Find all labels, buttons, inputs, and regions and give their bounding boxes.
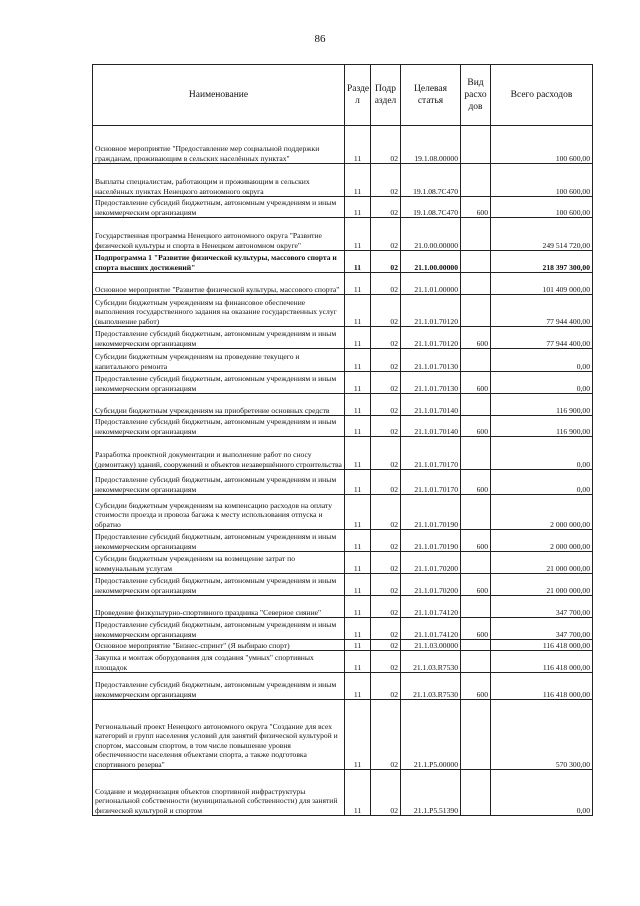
cell-podrazdel: 02 xyxy=(371,327,401,349)
cell-vid xyxy=(461,495,491,530)
cell-total: 218 397 300,00 xyxy=(491,251,593,273)
cell-razdel: 11 xyxy=(345,372,371,394)
cell-target: 21.1.01.00000 xyxy=(401,273,461,295)
table-body xyxy=(93,126,593,816)
cell-vid xyxy=(461,251,491,273)
cell-name: Основное мероприятие "Бизнес-спринт" (Я выбираю спорт) xyxy=(93,640,345,651)
cell-name: Проведение физкультурно-спортивного праздника "Северное сияние" xyxy=(93,596,345,618)
cell-total: 0,00 xyxy=(491,437,593,470)
cell-vid xyxy=(461,437,491,470)
table-row xyxy=(93,640,593,651)
cell-total: 0,00 xyxy=(491,470,593,495)
header-podrazdel: Подр аздел xyxy=(371,65,401,126)
cell-podrazdel: 02 xyxy=(371,651,401,673)
cell-name: Предоставление субсидий бюджетным, автономным учреждениям и иным некоммерческим организациям xyxy=(93,574,345,596)
cell-podrazdel: 02 xyxy=(371,349,401,372)
cell-podrazdel: 02 xyxy=(371,273,401,295)
cell-razdel: 11 xyxy=(345,530,371,552)
cell-razdel: 11 xyxy=(345,327,371,349)
cell-total: 116 418 000,00 xyxy=(491,673,593,700)
cell-vid xyxy=(461,770,491,816)
cell-target: 21.1.03.R7530 xyxy=(401,673,461,700)
cell-target: 21.1.P5.51390 xyxy=(401,770,461,816)
cell-total: 2 000 000,00 xyxy=(491,495,593,530)
header-name: Наименование xyxy=(93,65,345,126)
cell-name: Предоставление субсидий бюджетным, автономным учреждениям и иным некоммерческим организациям xyxy=(93,470,345,495)
cell-target: 21.1.01.70120 xyxy=(401,295,461,327)
cell-total: 101 409 000,00 xyxy=(491,273,593,295)
table-row xyxy=(93,126,593,164)
table-row xyxy=(93,416,593,437)
cell-total: 21 000 000,00 xyxy=(491,552,593,574)
table-row xyxy=(93,327,593,349)
cell-target: 19.1.08.7С470 xyxy=(401,164,461,197)
cell-name: Субсидии бюджетным учреждениям на финансовое обеспечение выполнения государственного задания на оказание государственных услуг (выполнение работ) xyxy=(93,295,345,327)
cell-podrazdel: 02 xyxy=(371,552,401,574)
cell-name: Субсидии бюджетным учреждениям на приобретение основных средств xyxy=(93,394,345,416)
cell-target: 21.1.01.70190 xyxy=(401,495,461,530)
cell-vid xyxy=(461,295,491,327)
table-row xyxy=(93,530,593,552)
cell-vid xyxy=(461,218,491,251)
budget-table xyxy=(92,64,593,816)
cell-total: 116 418 000,00 xyxy=(491,651,593,673)
page-number: 86 xyxy=(314,33,326,45)
cell-total: 116 418 000,00 xyxy=(491,640,593,651)
cell-target: 21.1.01.70170 xyxy=(401,470,461,495)
cell-podrazdel: 02 xyxy=(371,295,401,327)
cell-name: Разработка проектной документации и выполнение работ по сносу (демонтажу) зданий, сооружений и объектов незавершённого строительства xyxy=(93,437,345,470)
cell-name: Субсидии бюджетным учреждениям на проведение текущего и капитального ремонта xyxy=(93,349,345,372)
table-row xyxy=(93,596,593,618)
cell-target: 21.1.01.70190 xyxy=(401,530,461,552)
cell-vid xyxy=(461,126,491,164)
table-row xyxy=(93,394,593,416)
cell-podrazdel: 02 xyxy=(371,770,401,816)
table-row xyxy=(93,349,593,372)
cell-razdel: 11 xyxy=(345,164,371,197)
cell-podrazdel: 02 xyxy=(371,530,401,552)
cell-podrazdel: 02 xyxy=(371,164,401,197)
cell-vid xyxy=(461,164,491,197)
cell-podrazdel: 02 xyxy=(371,596,401,618)
cell-podrazdel: 02 xyxy=(371,574,401,596)
table-row xyxy=(93,651,593,673)
cell-target: 21.1.01.70130 xyxy=(401,349,461,372)
table-row xyxy=(93,700,593,770)
cell-razdel: 11 xyxy=(345,552,371,574)
cell-name: Выплаты специалистам, работающим и проживающим в сельских населённых пунктах Ненецкого автономного округа xyxy=(93,164,345,197)
table-row xyxy=(93,273,593,295)
cell-razdel: 11 xyxy=(345,218,371,251)
cell-name: Предоставление субсидий бюджетным, автономным учреждениям и иным некоммерческим организациям xyxy=(93,372,345,394)
cell-target: 19.1.08.7С470 xyxy=(401,197,461,218)
cell-razdel: 11 xyxy=(345,596,371,618)
cell-name: Создание и модернизация объектов спортивной инфраструктуры региональной собственности (муниципальной собственности) для занятий физической культурой и спортом xyxy=(93,770,345,816)
cell-target: 21.0.00.00000 xyxy=(401,218,461,251)
cell-total: 570 300,00 xyxy=(491,700,593,770)
cell-vid xyxy=(461,640,491,651)
cell-razdel: 11 xyxy=(345,673,371,700)
cell-razdel: 11 xyxy=(345,640,371,651)
table-row xyxy=(93,251,593,273)
cell-razdel: 11 xyxy=(345,770,371,816)
cell-target: 21.1.01.70140 xyxy=(401,416,461,437)
cell-total: 100 600,00 xyxy=(491,197,593,218)
cell-target: 21.1.03.00000 xyxy=(401,640,461,651)
cell-razdel: 11 xyxy=(345,495,371,530)
table-row xyxy=(93,470,593,495)
table-row xyxy=(93,437,593,470)
cell-razdel: 11 xyxy=(345,437,371,470)
cell-vid xyxy=(461,552,491,574)
cell-name: Подпрограмма 1 "Развитие физической культуры, массового спорта и спорта высших достижений" xyxy=(93,251,345,273)
cell-podrazdel: 02 xyxy=(371,673,401,700)
cell-podrazdel: 02 xyxy=(371,618,401,640)
cell-name: Субсидии бюджетным учреждениям на возмещение затрат по коммунальным услугам xyxy=(93,552,345,574)
cell-razdel: 11 xyxy=(345,394,371,416)
cell-total: 100 600,00 xyxy=(491,164,593,197)
cell-podrazdel: 02 xyxy=(371,218,401,251)
cell-target: 21.1.01.74120 xyxy=(401,596,461,618)
cell-total: 21 000 000,00 xyxy=(491,574,593,596)
cell-vid xyxy=(461,700,491,770)
header-total: Всего расходов xyxy=(491,65,593,126)
cell-vid: 600 xyxy=(461,574,491,596)
cell-total: 347 700,00 xyxy=(491,596,593,618)
cell-vid: 600 xyxy=(461,372,491,394)
table-row xyxy=(93,552,593,574)
header-target: Целевая статья xyxy=(401,65,461,126)
header-razdel: Разде л xyxy=(345,65,371,126)
cell-podrazdel: 02 xyxy=(371,197,401,218)
table-row xyxy=(93,164,593,197)
cell-name: Предоставление субсидий бюджетным, автономным учреждениям и иным некоммерческим организациям xyxy=(93,416,345,437)
cell-razdel: 11 xyxy=(345,126,371,164)
table-row xyxy=(93,574,593,596)
cell-total: 77 944 400,00 xyxy=(491,327,593,349)
cell-podrazdel: 02 xyxy=(371,416,401,437)
cell-podrazdel: 02 xyxy=(371,251,401,273)
cell-target: 21.1.01.70200 xyxy=(401,552,461,574)
cell-podrazdel: 02 xyxy=(371,372,401,394)
cell-target: 19.1.08.00000 xyxy=(401,126,461,164)
cell-total: 100 600,00 xyxy=(491,126,593,164)
cell-vid xyxy=(461,349,491,372)
cell-vid: 600 xyxy=(461,197,491,218)
cell-razdel: 11 xyxy=(345,470,371,495)
cell-podrazdel: 02 xyxy=(371,700,401,770)
cell-name: Предоставление субсидий бюджетным, автономным учреждениям и иным некоммерческим организациям xyxy=(93,673,345,700)
cell-razdel: 11 xyxy=(345,416,371,437)
cell-razdel: 11 xyxy=(345,295,371,327)
cell-podrazdel: 02 xyxy=(371,437,401,470)
cell-vid xyxy=(461,596,491,618)
cell-name: Предоставление субсидий бюджетным, автономным учреждениям и иным некоммерческим организациям xyxy=(93,618,345,640)
cell-total: 0,00 xyxy=(491,349,593,372)
cell-name: Региональный проект Ненецкого автономного округа "Создание для всех категорий и групп населения условий для занятий физической культурой и спортом, массовым спортом, в том числе повышение уровня обеспеченности населения объектами спорта, а также подготовка спортивного резерва" xyxy=(93,700,345,770)
table-row xyxy=(93,295,593,327)
cell-vid: 600 xyxy=(461,673,491,700)
cell-total: 2 000 000,00 xyxy=(491,530,593,552)
cell-podrazdel: 02 xyxy=(371,394,401,416)
cell-podrazdel: 02 xyxy=(371,126,401,164)
cell-name: Основное мероприятие "Предоставление мер социальной поддержки гражданам, проживающим в сельских населённых пунктах" xyxy=(93,126,345,164)
cell-razdel: 11 xyxy=(345,651,371,673)
cell-vid: 600 xyxy=(461,530,491,552)
cell-target: 21.1.01.70200 xyxy=(401,574,461,596)
cell-razdel: 11 xyxy=(345,273,371,295)
table-row xyxy=(93,218,593,251)
cell-target: 21.1.00.00000 xyxy=(401,251,461,273)
cell-razdel: 11 xyxy=(345,251,371,273)
cell-target: 21.1.01.70130 xyxy=(401,372,461,394)
table-row xyxy=(93,673,593,700)
table-row xyxy=(93,495,593,530)
table-row xyxy=(93,197,593,218)
cell-total: 0,00 xyxy=(491,372,593,394)
cell-razdel: 11 xyxy=(345,197,371,218)
cell-target: 21.1.01.70170 xyxy=(401,437,461,470)
table-row xyxy=(93,770,593,816)
cell-target: 21.1.01.70140 xyxy=(401,394,461,416)
cell-name: Основное мероприятие "Развитие физической культуры, массового спорта" xyxy=(93,273,345,295)
cell-vid: 600 xyxy=(461,470,491,495)
cell-podrazdel: 02 xyxy=(371,495,401,530)
cell-target: 21.1.03.R7530 xyxy=(401,651,461,673)
cell-vid: 600 xyxy=(461,416,491,437)
cell-target: 21.1.P5.00000 xyxy=(401,700,461,770)
cell-total: 347 700,00 xyxy=(491,618,593,640)
cell-vid xyxy=(461,273,491,295)
cell-vid: 600 xyxy=(461,618,491,640)
cell-name: Предоставление субсидий бюджетным, автономным учреждениям и иным некоммерческим организациям xyxy=(93,327,345,349)
table-row xyxy=(93,372,593,394)
cell-name: Закупка и монтаж оборудования для создания "умных" спортивных площадок xyxy=(93,651,345,673)
cell-podrazdel: 02 xyxy=(371,640,401,651)
cell-name: Предоставление субсидий бюджетным, автономным учреждениям и иным некоммерческим организациям xyxy=(93,197,345,218)
cell-target: 21.1.01.74120 xyxy=(401,618,461,640)
cell-razdel: 11 xyxy=(345,700,371,770)
table-header-row xyxy=(93,65,593,126)
cell-vid xyxy=(461,651,491,673)
cell-total: 0,00 xyxy=(491,770,593,816)
cell-name: Субсидии бюджетным учреждениям на компенсацию расходов на оплату стоимости проезда и провоза багажа к месту использования отпуска и обратно xyxy=(93,495,345,530)
cell-total: 249 514 720,00 xyxy=(491,218,593,251)
cell-razdel: 11 xyxy=(345,349,371,372)
cell-total: 116 900,00 xyxy=(491,394,593,416)
cell-total: 77 944 400,00 xyxy=(491,295,593,327)
cell-razdel: 11 xyxy=(345,574,371,596)
cell-vid: 600 xyxy=(461,327,491,349)
header-vid: Вид расхо дов xyxy=(461,65,491,126)
cell-razdel: 11 xyxy=(345,618,371,640)
cell-name: Государственная программа Ненецкого автономного округа "Развитие физической культуры и спорта в Ненецком автономном округе" xyxy=(93,218,345,251)
cell-name: Предоставление субсидий бюджетным, автономным учреждениям и иным некоммерческим организациям xyxy=(93,530,345,552)
cell-vid xyxy=(461,394,491,416)
cell-podrazdel: 02 xyxy=(371,470,401,495)
cell-target: 21.1.01.70120 xyxy=(401,327,461,349)
cell-total: 116 900,00 xyxy=(491,416,593,437)
table-row xyxy=(93,618,593,640)
